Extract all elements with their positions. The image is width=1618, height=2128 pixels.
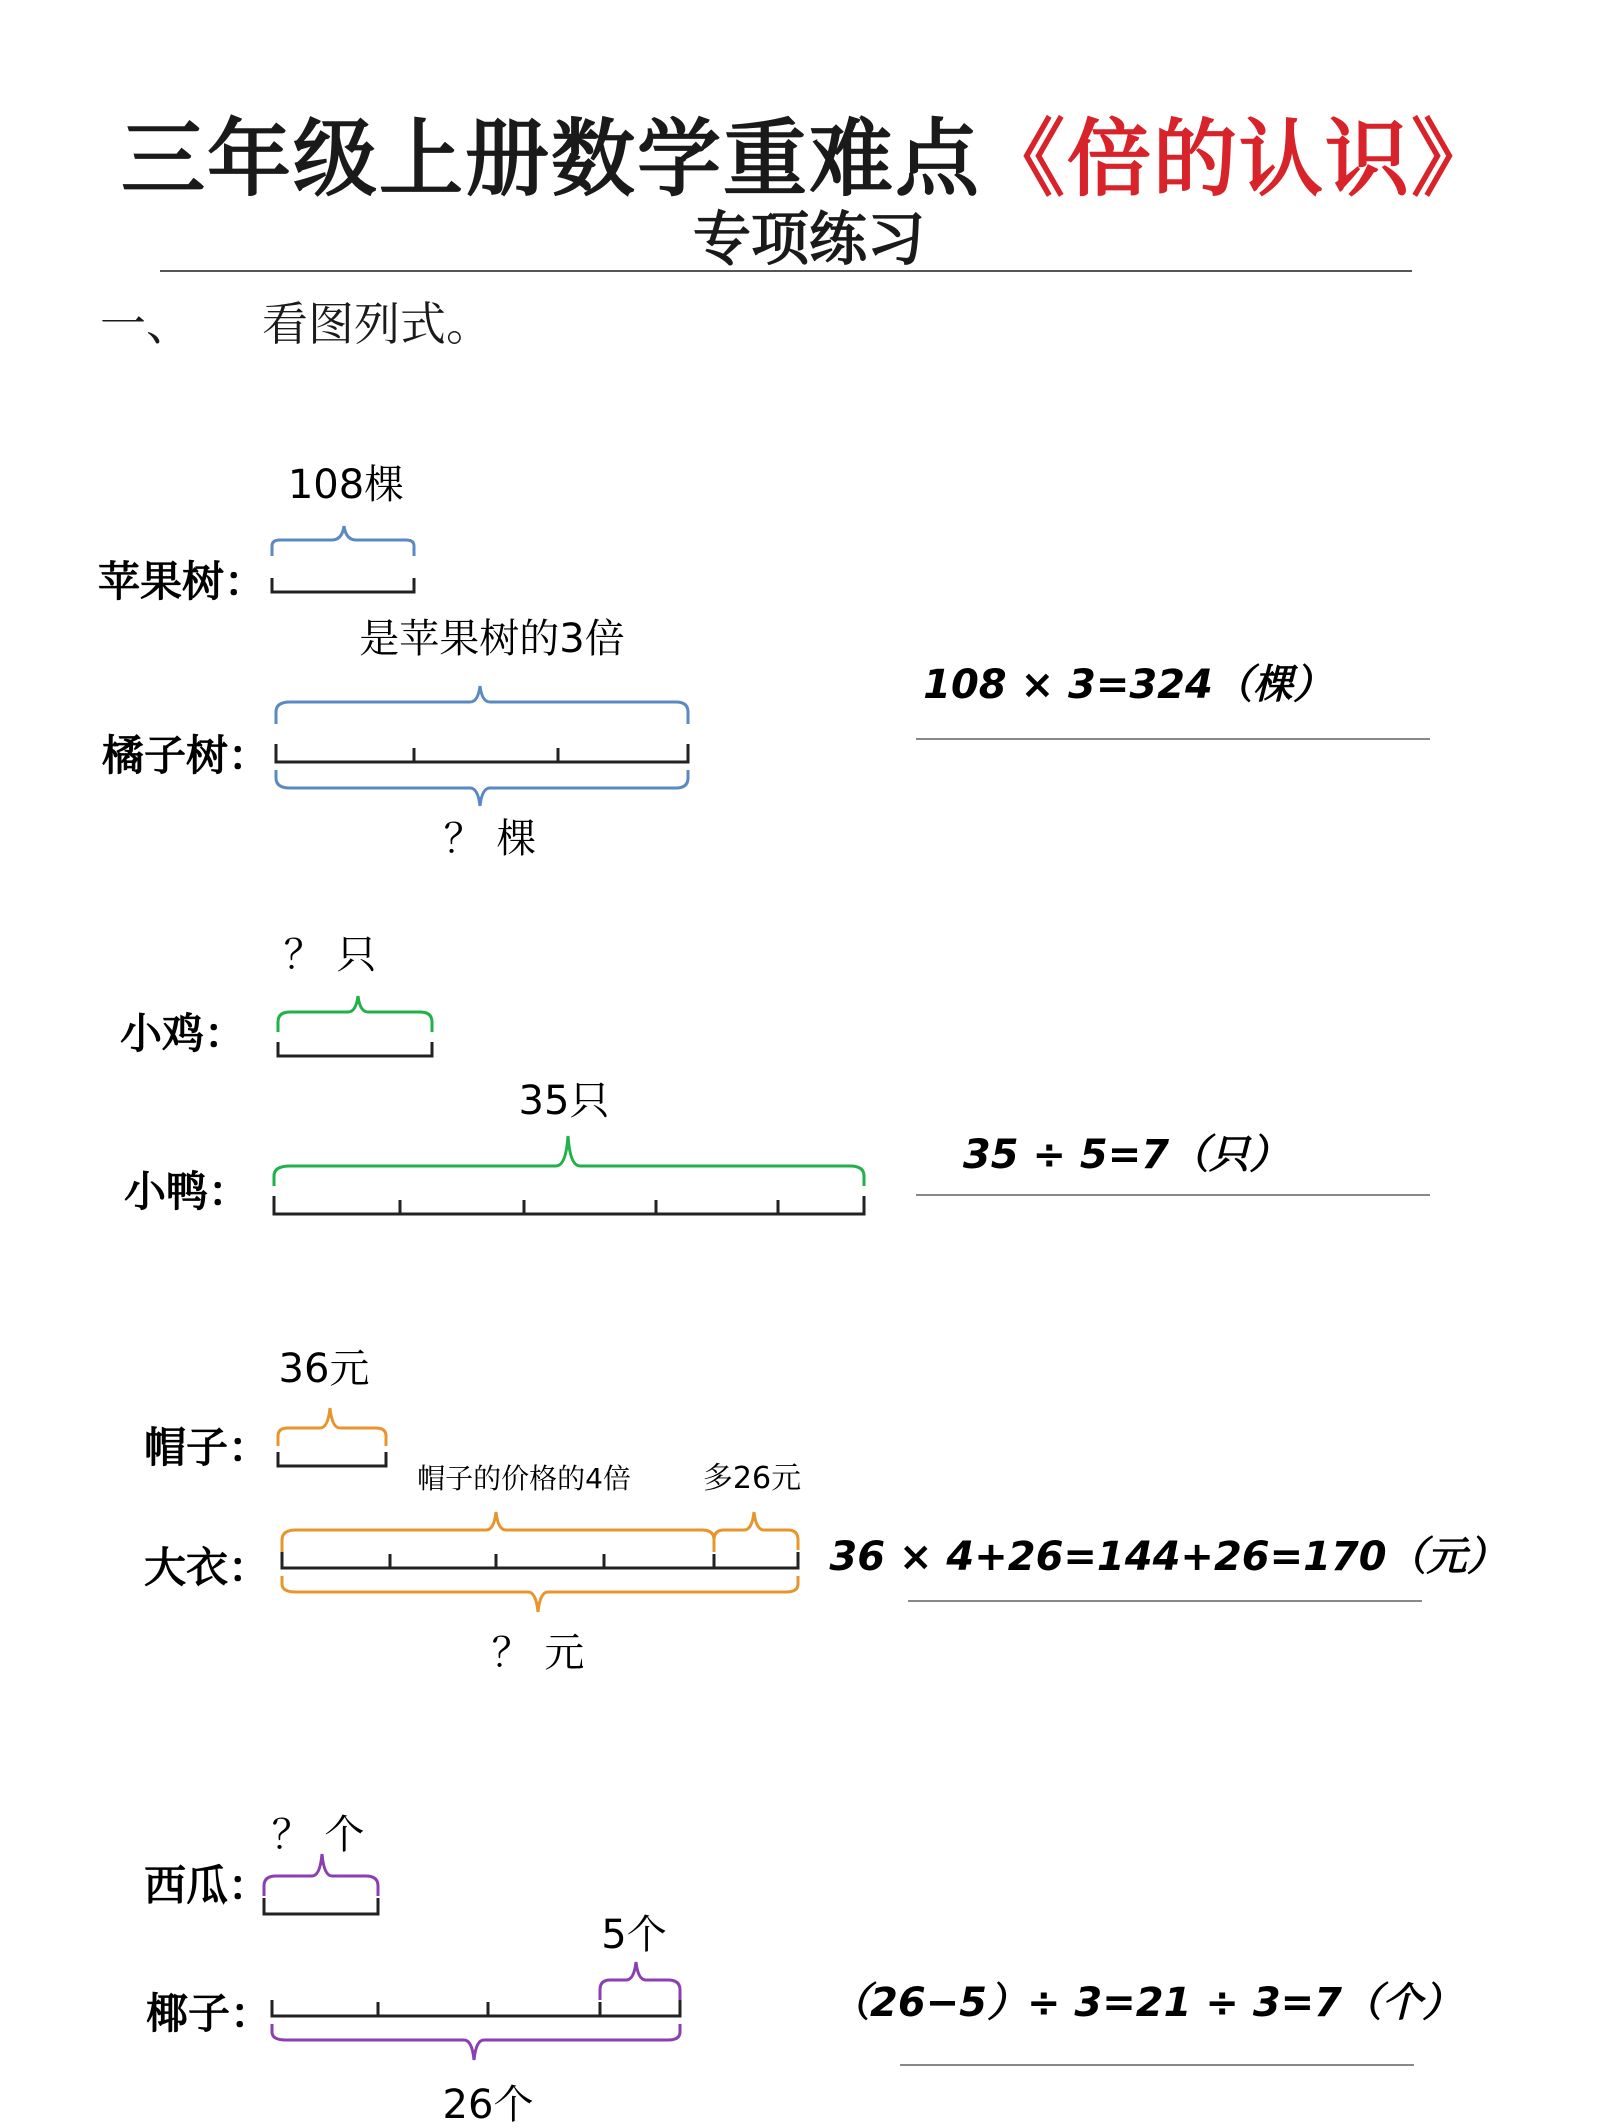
p4-top-brace <box>264 1854 378 1896</box>
p4-row2-bar <box>272 2000 680 2016</box>
p4-row1-label: 西瓜： <box>144 1861 271 1910</box>
p2-top-value: ？ 只 <box>283 932 377 978</box>
p3-top-value: 36元 <box>278 1346 370 1392</box>
title-main: 三年级上册数学重难点 <box>120 109 981 208</box>
p3-row2-bar <box>282 1552 798 1568</box>
p1-row2-bar <box>276 744 688 762</box>
p4-row1-bar <box>264 1898 378 1914</box>
p2-middle-note: 35只 <box>518 1078 610 1124</box>
p3-top-brace <box>278 1408 386 1446</box>
section-title: 看图列式。 <box>262 297 492 351</box>
p4-top-value: ？ 个 <box>271 1812 365 1858</box>
p2-middle-brace <box>274 1136 864 1186</box>
p3-bottom-value: ？ 元 <box>491 1630 585 1676</box>
p1-bottom-value: ？ 棵 <box>443 816 537 862</box>
p2-row2-bar <box>274 1196 864 1214</box>
p3-answer: 36 × 4+26=144+26=170（元） <box>829 1534 1507 1580</box>
title-red: 《倍的认识》 <box>981 109 1498 208</box>
p2-row1-bar <box>278 1042 432 1056</box>
p4-bottom-brace <box>272 2024 680 2060</box>
p3-middle-brace <box>282 1512 714 1552</box>
p3-row1-label: 帽子： <box>144 1423 271 1472</box>
p3-extra-note: 多26元 <box>702 1461 802 1496</box>
p3-middle-note: 帽子的价格的4倍 <box>417 1462 631 1495</box>
p1-top-value: 108棵 <box>287 462 405 508</box>
p2-answer: 35 ÷ 5=7（只） <box>962 1132 1290 1178</box>
section-number: 一、 <box>100 297 192 351</box>
problem-2 <box>120 932 1289 1216</box>
p2-row1-label: 小鸡： <box>120 1009 247 1058</box>
p4-bottom-value: 26个 <box>442 2082 534 2128</box>
p4-row2-label: 椰子： <box>146 1989 273 2038</box>
page-subtitle: 专项练习 <box>692 205 925 273</box>
problem-4 <box>144 1812 1462 2128</box>
p1-row1-bar <box>272 578 414 592</box>
p4-answer: （26−5）÷ 3=21 ÷ 3=7（个） <box>829 1980 1463 2026</box>
p1-top-brace <box>272 526 414 556</box>
p4-extra-brace <box>600 1962 680 2000</box>
p4-extra-note: 5个 <box>601 1912 667 1958</box>
p2-row2-label: 小鸭： <box>124 1167 251 1216</box>
p3-extra-brace <box>714 1512 798 1550</box>
p1-row1-label: 苹果树： <box>98 557 267 606</box>
p1-bottom-brace <box>276 770 688 806</box>
problem-1 <box>98 462 1333 862</box>
p1-row2-label: 橘子树： <box>102 731 271 780</box>
p1-middle-brace <box>276 686 688 724</box>
problem-3 <box>144 1346 1507 1676</box>
p3-row1-bar <box>278 1452 386 1466</box>
p3-bottom-brace <box>282 1576 798 1612</box>
p1-middle-note: 是苹果树的3倍 <box>359 616 625 662</box>
p3-row2-label: 大衣： <box>144 1543 271 1592</box>
p2-top-brace <box>278 996 432 1032</box>
p1-answer: 108 × 3=324（棵） <box>923 662 1333 708</box>
